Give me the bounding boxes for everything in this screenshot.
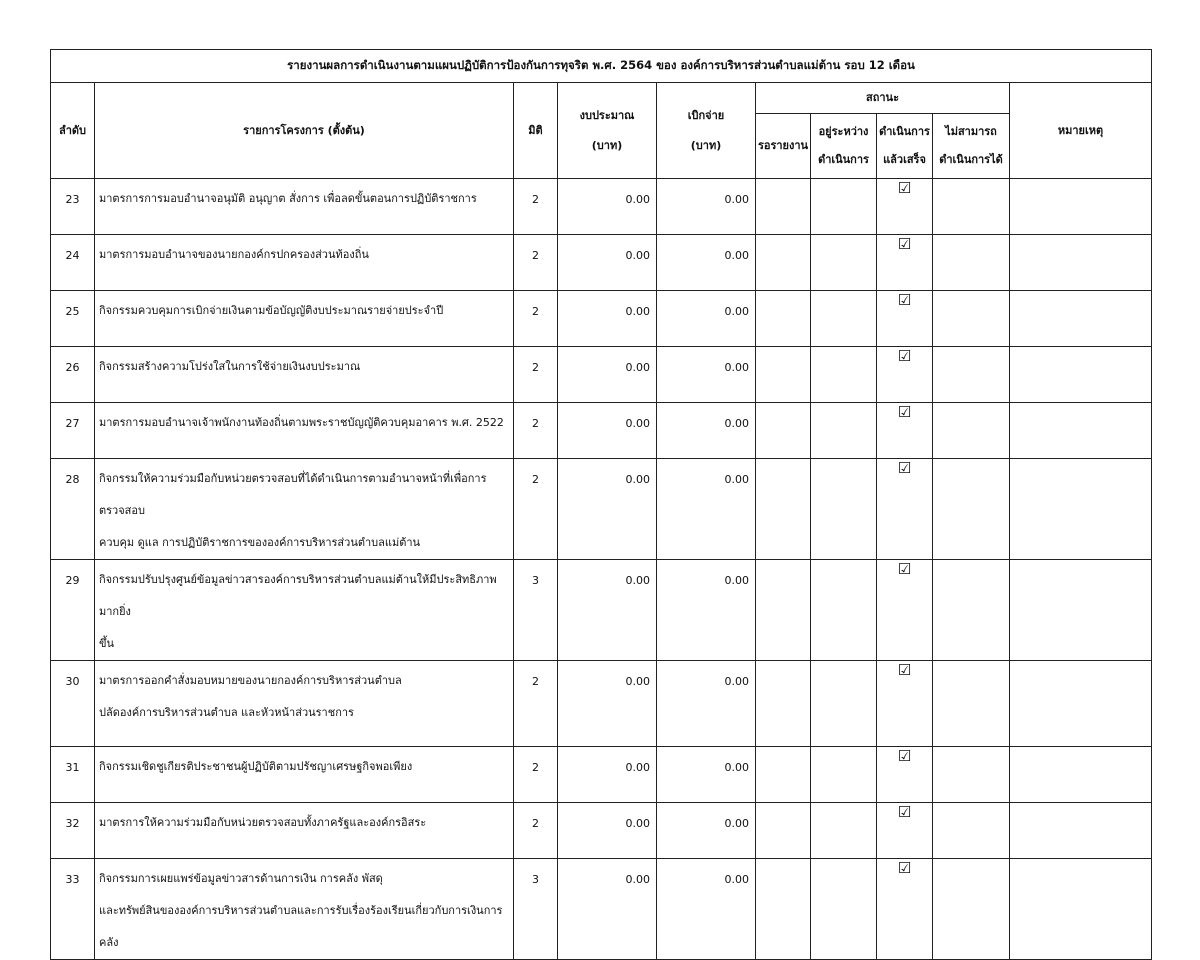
row-status-unable: [933, 661, 1010, 747]
row-dimension: 2: [514, 179, 558, 235]
checkbox-checked-icon: ☑: [897, 803, 912, 821]
header-project: รายการโครงการ (ตั้งต้น): [95, 83, 514, 179]
table-row: [51, 235, 1152, 291]
row-disbursed: 0.00: [657, 459, 756, 560]
row-budget: 0.00: [558, 560, 657, 661]
row-project: [95, 347, 514, 403]
checkbox-checked-icon: ☑: [897, 560, 912, 578]
header-disbursed: [657, 83, 756, 179]
row-status-done: [877, 803, 933, 859]
row-disbursed: 0.00: [657, 235, 756, 291]
row-project: [95, 235, 514, 291]
row-remarks: [1010, 859, 1152, 960]
row-dimension: 2: [514, 661, 558, 747]
row-remarks: [1010, 560, 1152, 661]
row-status-in-progress: [811, 747, 877, 803]
header-disbursed-label: เบิกจ่าย: [687, 108, 725, 122]
row-dimension: 2: [514, 347, 558, 403]
row-dimension: 2: [514, 459, 558, 560]
row-project-line: กิจกรรมให้ความร่วมมือกับหน่วยตรวจสอบที่ได้ดำเนินการตามอำนาจหน้าที่เพื่อการตรวจสอบ: [99, 472, 487, 517]
table-row: [51, 291, 1152, 347]
row-remarks: [1010, 179, 1152, 235]
header-done-l2: แล้วเสร็จ: [883, 153, 926, 166]
header-budget-label: งบประมาณ: [579, 108, 635, 122]
row-status-waiting: [756, 803, 811, 859]
row-project-line: มาตรการการมอบอำนาจอนุมัติ อนุญาต สั่งการ เพื่อลดขั้นตอนการปฏิบัติราชการ: [99, 192, 477, 205]
row-status-in-progress: [811, 179, 877, 235]
row-remarks: [1010, 747, 1152, 803]
row-project-line: กิจกรรมเชิดชูเกียรติประชาชนผู้ปฏิบัติตามปรัชญาเศรษฐกิจพอเพียง: [99, 760, 413, 773]
row-disbursed: 0.00: [657, 803, 756, 859]
header-unable-l2: ดำเนินการได้: [939, 153, 1003, 166]
header-done: [877, 114, 933, 179]
row-dimension: 2: [514, 291, 558, 347]
row-status-done: [877, 291, 933, 347]
row-status-done: [877, 560, 933, 661]
row-status-waiting: [756, 291, 811, 347]
table-row: [51, 347, 1152, 403]
row-budget: 0.00: [558, 403, 657, 459]
row-disbursed: 0.00: [657, 403, 756, 459]
checkbox-checked-icon: ☑: [897, 179, 912, 197]
row-number: 26: [51, 347, 95, 403]
row-status-in-progress: [811, 859, 877, 960]
row-project: [95, 179, 514, 235]
row-budget: 0.00: [558, 291, 657, 347]
report-title: รายงานผลการดำเนินงานตามแผนปฏิบัติการป้องกันการทุจริต พ.ศ. 2564 ของ องค์การบริหารส่วนตำบลแม่ต้าน รอบ 12 เดือน: [51, 50, 1152, 83]
table-row: [51, 403, 1152, 459]
header-budget-unit: (บาท): [591, 138, 623, 152]
row-status-in-progress: [811, 347, 877, 403]
row-status-in-progress: [811, 235, 877, 291]
row-remarks: [1010, 347, 1152, 403]
row-status-in-progress: [811, 403, 877, 459]
report-table: [50, 49, 1152, 960]
row-status-unable: [933, 459, 1010, 560]
row-project-line: กิจกรรมสร้างความโปร่งใสในการใช้จ่ายเงินงบประมาณ: [99, 360, 361, 373]
row-project-line: กิจกรรมการเผยแพร่ข้อมูลข่าวสารด้านการเงิน การคลัง พัสดุ: [99, 872, 383, 885]
row-number: 25: [51, 291, 95, 347]
row-disbursed: 0.00: [657, 661, 756, 747]
row-status-done: [877, 235, 933, 291]
row-dimension: 2: [514, 235, 558, 291]
row-status-waiting: [756, 459, 811, 560]
row-status-waiting: [756, 859, 811, 960]
row-project: [95, 291, 514, 347]
header-dimension: มิติ: [514, 83, 558, 179]
checkbox-checked-icon: ☑: [897, 291, 912, 309]
row-status-unable: [933, 235, 1010, 291]
table-row: [51, 803, 1152, 859]
checkbox-checked-icon: ☑: [897, 235, 912, 253]
row-project: [95, 560, 514, 661]
row-status-unable: [933, 347, 1010, 403]
row-project-line: มาตรการให้ความร่วมมือกับหน่วยตรวจสอบทั้งภาครัฐและองค์กรอิสระ: [99, 816, 427, 829]
row-status-unable: [933, 803, 1010, 859]
row-number: 24: [51, 235, 95, 291]
row-number: 23: [51, 179, 95, 235]
checkbox-checked-icon: ☑: [897, 747, 912, 765]
header-unable: [933, 114, 1010, 179]
row-budget: 0.00: [558, 459, 657, 560]
row-number: 32: [51, 803, 95, 859]
row-status-unable: [933, 179, 1010, 235]
checkbox-checked-icon: ☑: [897, 403, 912, 421]
row-status-in-progress: [811, 661, 877, 747]
row-number: 33: [51, 859, 95, 960]
row-status-in-progress: [811, 803, 877, 859]
row-budget: 0.00: [558, 661, 657, 747]
row-project: [95, 859, 514, 960]
row-dimension: 3: [514, 560, 558, 661]
header-waiting: รอรายงาน: [756, 114, 811, 179]
row-project: [95, 803, 514, 859]
row-project-line: ปลัดองค์การบริหารส่วนตำบล และหัวหน้าส่วนราชการ: [99, 706, 354, 719]
row-dimension: 2: [514, 747, 558, 803]
header-status: สถานะ: [756, 83, 1010, 114]
checkbox-checked-icon: ☑: [897, 661, 912, 679]
report-rows: [51, 179, 1152, 960]
row-dimension: 2: [514, 403, 558, 459]
header-in-progress: [811, 114, 877, 179]
row-disbursed: 0.00: [657, 179, 756, 235]
row-status-unable: [933, 560, 1010, 661]
row-status-done: [877, 459, 933, 560]
row-status-in-progress: [811, 459, 877, 560]
row-remarks: [1010, 803, 1152, 859]
row-status-waiting: [756, 747, 811, 803]
row-budget: 0.00: [558, 747, 657, 803]
row-project-line: และทรัพย์สินขององค์การบริหารส่วนตำบลและการรับเรื่องร้องเรียนเกี่ยวกับการเงินการคลัง: [99, 904, 503, 949]
row-status-unable: [933, 291, 1010, 347]
row-status-unable: [933, 747, 1010, 803]
row-budget: 0.00: [558, 179, 657, 235]
checkbox-checked-icon: ☑: [897, 347, 912, 365]
row-number: 29: [51, 560, 95, 661]
row-budget: 0.00: [558, 347, 657, 403]
header-done-l1: ดำเนินการ: [879, 125, 930, 138]
row-remarks: [1010, 403, 1152, 459]
table-row: [51, 747, 1152, 803]
table-row: [51, 459, 1152, 560]
row-status-waiting: [756, 179, 811, 235]
row-status-in-progress: [811, 291, 877, 347]
row-disbursed: 0.00: [657, 859, 756, 960]
row-disbursed: 0.00: [657, 291, 756, 347]
header-unable-l1: ไม่สามารถ: [945, 125, 997, 138]
row-status-in-progress: [811, 560, 877, 661]
header-order: ลำดับ: [51, 83, 95, 179]
row-status-waiting: [756, 661, 811, 747]
row-project-line: มาตรการมอบอำนาจของนายกองค์กรปกครองส่วนท้องถิ่น: [99, 248, 369, 261]
row-status-waiting: [756, 235, 811, 291]
row-project: [95, 459, 514, 560]
row-status-done: [877, 661, 933, 747]
row-budget: 0.00: [558, 859, 657, 960]
header-remarks: หมายเหตุ: [1010, 83, 1152, 179]
checkbox-checked-icon: ☑: [897, 459, 912, 477]
table-row: [51, 560, 1152, 661]
row-budget: 0.00: [558, 235, 657, 291]
row-dimension: 3: [514, 859, 558, 960]
row-status-waiting: [756, 560, 811, 661]
header-disbursed-unit: (บาท): [690, 138, 722, 152]
row-number: 28: [51, 459, 95, 560]
header-in-progress-l2: ดำเนินการ: [818, 153, 869, 166]
row-project-line: กิจกรรมปรับปรุงศูนย์ข้อมูลข่าวสารองค์การบริหารส่วนตำบลแม่ต้านให้มีประสิทธิภาพมากยิ่ง: [99, 573, 497, 618]
row-status-done: [877, 347, 933, 403]
row-disbursed: 0.00: [657, 347, 756, 403]
row-project-line: มาตรการมอบอำนาจเจ้าพนักงานท้องถิ่นตามพระราชบัญญัติควบคุมอาคาร พ.ศ. 2522: [99, 416, 504, 429]
row-number: 30: [51, 661, 95, 747]
row-remarks: [1010, 291, 1152, 347]
row-project-line: กิจกรรมควบคุมการเบิกจ่ายเงินตามข้อบัญญัติงบประมาณรายจ่ายประจำปี: [99, 304, 444, 317]
row-project: [95, 747, 514, 803]
row-status-unable: [933, 859, 1010, 960]
header-in-progress-l1: อยู่ระหว่าง: [818, 125, 869, 138]
table-row: [51, 859, 1152, 960]
row-status-unable: [933, 403, 1010, 459]
row-status-done: [877, 179, 933, 235]
row-number: 31: [51, 747, 95, 803]
row-remarks: [1010, 235, 1152, 291]
row-number: 27: [51, 403, 95, 459]
table-row: [51, 179, 1152, 235]
row-project: [95, 403, 514, 459]
row-status-waiting: [756, 403, 811, 459]
row-dimension: 2: [514, 803, 558, 859]
row-project: [95, 661, 514, 747]
row-status-done: [877, 859, 933, 960]
table-row: [51, 661, 1152, 747]
row-remarks: [1010, 661, 1152, 747]
row-project-line: มาตรการออกคำสั่งมอบหมายของนายกองค์การบริหารส่วนตำบล: [99, 674, 402, 687]
row-status-done: [877, 747, 933, 803]
row-budget: 0.00: [558, 803, 657, 859]
row-remarks: [1010, 459, 1152, 560]
header-budget: [558, 83, 657, 179]
row-project-line: ควบคุม ดูแล การปฏิบัติราชการขององค์การบริหารส่วนตำบลแม่ต้าน: [99, 536, 421, 549]
row-disbursed: 0.00: [657, 747, 756, 803]
row-disbursed: 0.00: [657, 560, 756, 661]
row-status-done: [877, 403, 933, 459]
checkbox-checked-icon: ☑: [897, 859, 912, 877]
row-status-waiting: [756, 347, 811, 403]
row-project-line: ขึ้น: [99, 637, 115, 650]
